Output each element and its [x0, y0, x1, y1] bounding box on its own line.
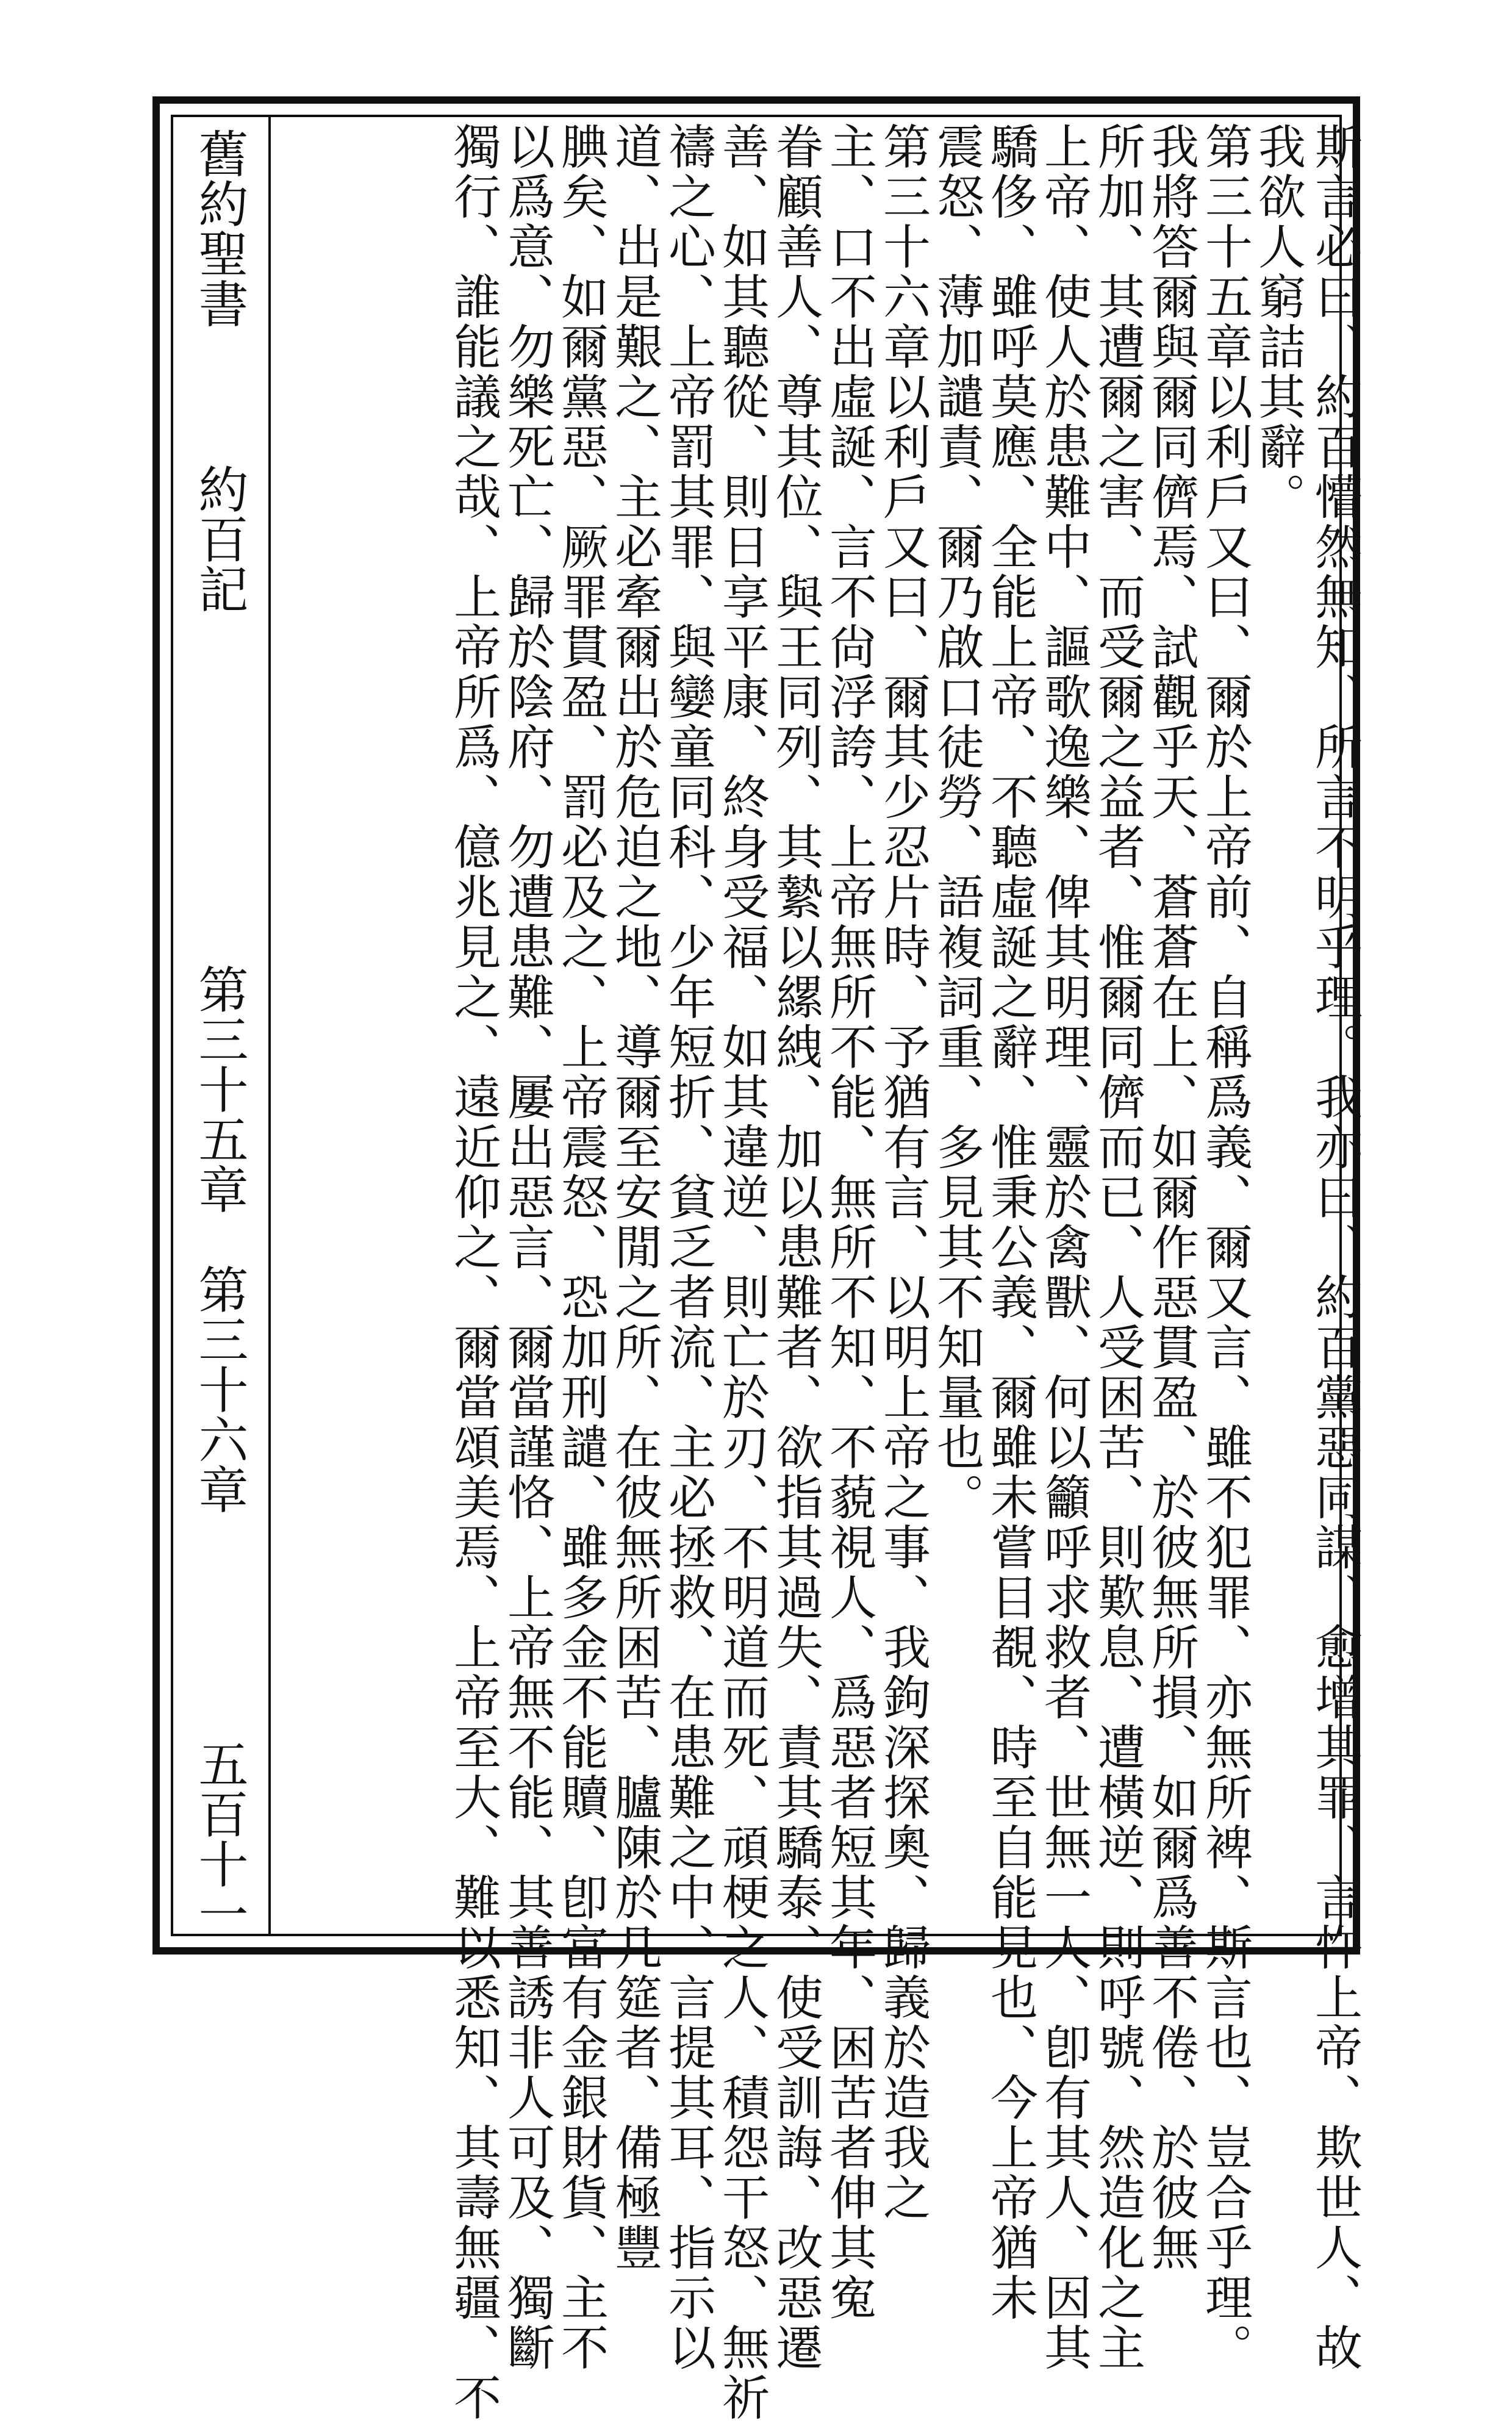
book-title: 舊約聖書: [190, 128, 248, 328]
text-column: 所加、其遭爾之害、而受爾之益者、惟爾同儕而已、人受困苦、則歎息、遭橫逆、則呼號、然造化之主: [1090, 122, 1145, 2373]
text-column: 驕侈、雖呼莫應、全能上帝、不聽虛誕之辭、惟秉公義、爾雖未嘗目覩、時至自能見也、今上帝猶未: [983, 122, 1037, 2323]
text-column: 第三十五章以利戶又曰、爾於上帝前、自稱爲義、爾又言、雖不犯罪、亦無所裨、斯言也、豈合乎理。: [1197, 122, 1252, 2373]
text-column: 獨行、誰能議之哉、上帝所爲、億兆見之、遠近仰之、爾當頌美焉、上帝至大、難以悉知、其壽無疆、不: [446, 122, 501, 2423]
margin-divider: [268, 115, 271, 1936]
text-column: 善、如其聽從、則日享平康、終身受福、如其違逆、則亡於刃、不明道而死、頑梗之人、積怨干怒、無祈: [714, 122, 769, 2423]
page-number: 五百十一: [190, 1739, 248, 1939]
text-column: 主、口不出虛誕、言不尙浮誇、上帝無所不能、無所不知、不藐視人、爲惡者短其年、困苦者伸其寃: [822, 122, 876, 2323]
text-column: 腆矣、如爾黨惡、厥罪貫盈、罰必及之、上帝震怒、恐加刑譴、雖多金不能贖、卽富有金銀財貨、主不: [553, 122, 608, 2373]
text-column: 我欲人窮詰其辭。: [1250, 122, 1305, 522]
text-column: 道、出是艱之、主必牽爾出於危迫之地、導爾至安閒之所、在彼無所困苦、臚陳於几筵者、備極豐: [607, 122, 662, 2273]
text-column: 第三十六章以利戶又曰、爾其少忍片時、予猶有言、以明上帝之事、我鉤深探奧、歸義於造我之: [875, 122, 930, 2223]
text-column: 上帝、使人於患難中、謳歌逸樂、俾其明理、靈於禽獸、何以籲呼求救者、世無一人、卽有其人、因其: [1036, 122, 1091, 2373]
text-column: 我將答爾與爾同儕焉、試觀乎天、蒼蒼在上、如爾作惡貫盈、於彼無所損、如爾爲善不倦、於彼無: [1144, 122, 1198, 2273]
text-column: 斯言必曰、約百懵然無知、所言不明乎理。我亦曰、約百黨惡同謀、愈增其罪、言忤上帝、欺世人、故: [1307, 122, 1362, 2373]
text-column: 震怒、薄加譴責、爾乃啟口徒勞、語複詞重、多見其不知量也。: [929, 122, 984, 1523]
book-name: 約百記: [190, 464, 248, 614]
chapter-range: 第三十五章 第三十六章: [190, 964, 248, 1514]
text-column: 眷顧善人、尊其位、與王同列、其縶以縲絏、加以患難者、欲指其過失、責其驕泰、使受訓誨、改惡遷: [768, 122, 823, 2373]
text-column: 禱之心、上帝罰其罪、與孌童同科、少年短折、貧乏者流、主必拯救、在患難之中、言提其耳、指示以: [661, 122, 715, 2373]
text-column: 以爲意、勿樂死亡、歸於陰府、勿遭患難、屢出惡言、爾當謹恪、上帝無不能、其善誘非人可及、獨斷: [500, 122, 554, 2373]
